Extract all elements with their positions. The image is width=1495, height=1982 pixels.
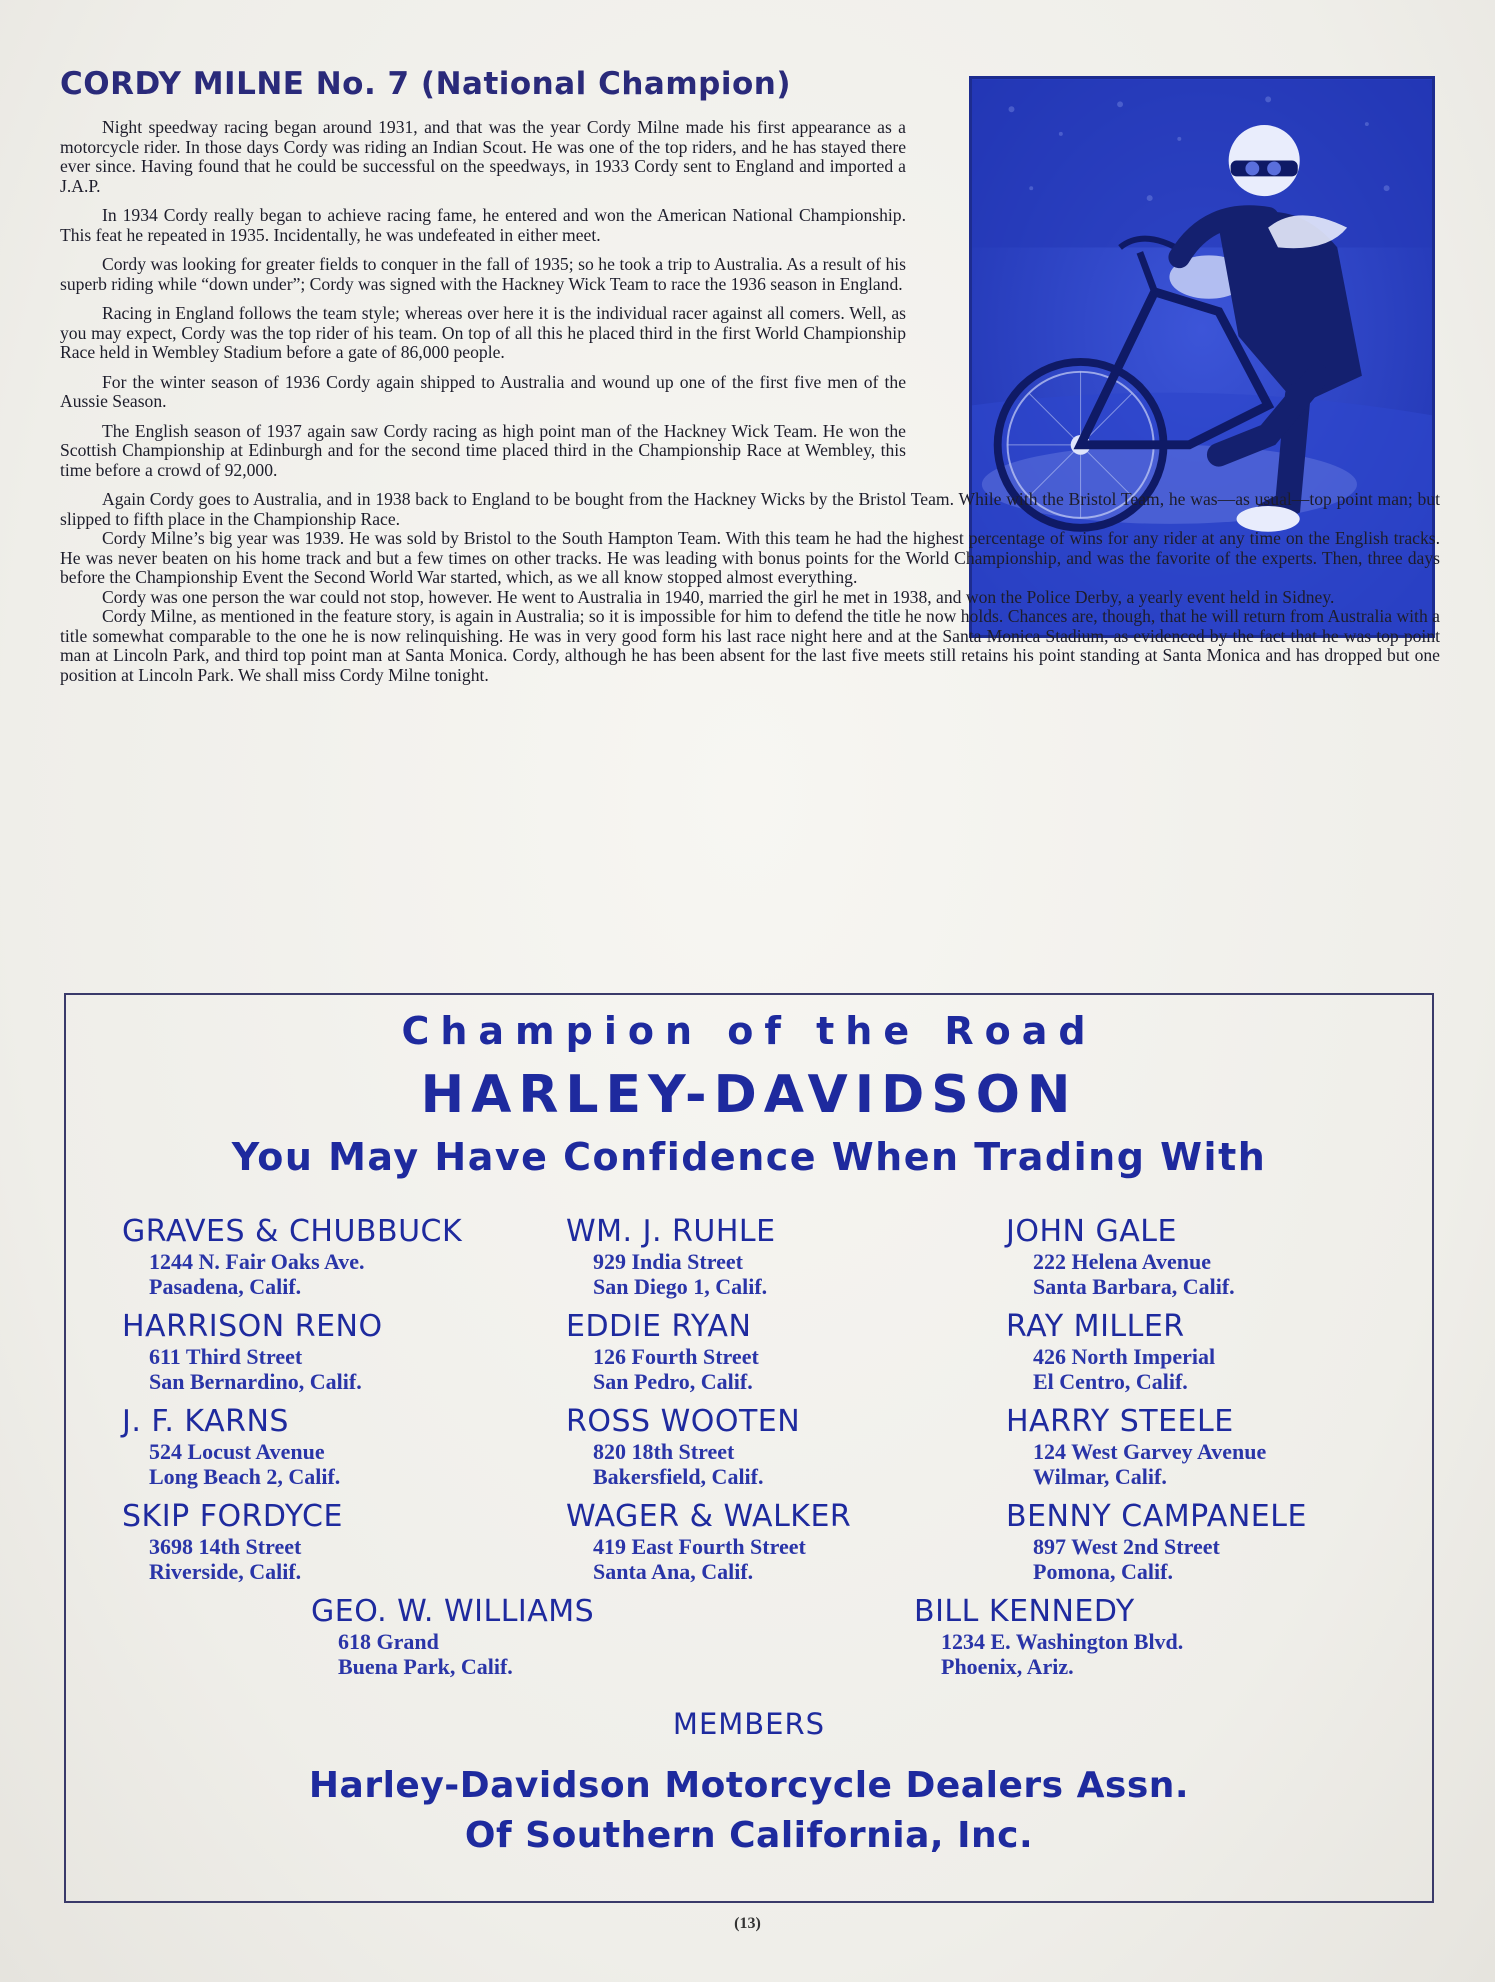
dealer-listing: [1006, 1500, 1307, 1584]
dealer-city: Bakersfield, Calif.: [593, 1464, 764, 1489]
article-paragraph: In 1934 Cordy really began to achieve racing fame, he entered and won the American National Championship. This feat he repeated in 1935. Incidentally, he was undefeated in either meet.: [60, 205, 906, 245]
dealer-name: RAY MILLER: [1006, 1309, 1185, 1344]
dealer-city: El Centro, Calif.: [1033, 1369, 1188, 1394]
dealer-name: BILL KENNEDY: [914, 1594, 1135, 1629]
members-label: MEMBERS: [672, 1707, 826, 1741]
harley-davidson-advertisement: [64, 993, 1434, 1903]
dealer-listing: [566, 1500, 851, 1584]
dealer-name: WAGER & WALKER: [566, 1499, 852, 1534]
dealer-city: Riverside, Calif.: [149, 1559, 302, 1584]
article-paragraph: Cordy was one person the war could not stop, however. He went to Australia in 1940, married the girl he met in 1938, and won the Police Derby, a yearly event held in Sidney.: [102, 586, 1335, 607]
article-paragraph: Again Cordy goes to Australia, and in 1938 back to England to be bought from the Hackney Wicks by the Bristol Team. While with the Bristol Team, he was—as usual—top point man; but slipped to fifth place in the Championship Race.: [60, 489, 1440, 529]
dealer-city: Long Beach 2, Calif.: [149, 1464, 341, 1489]
ad-subheading: You May Have Confidence When Trading With: [231, 1135, 1267, 1179]
article-paragraph: The English season of 1937 again saw Cordy racing as high point man of the Hackney Wick Team. He won the Scottish Championship at Edinburgh and for the second time placed third in the Championship Race at Wembley, this time before a crowd of 92,000.: [60, 420, 906, 480]
dealer-street: 1234 E. Washington Blvd.: [941, 1629, 1184, 1654]
dealer-listing: [914, 1595, 1183, 1679]
dealer-street: 1244 N. Fair Oaks Ave.: [149, 1249, 365, 1274]
dealer-listing: [1006, 1405, 1266, 1489]
dealer-listing: [122, 1500, 343, 1584]
article-body: [60, 118, 1440, 685]
dealer-name: GRAVES & CHUBBUCK: [122, 1214, 463, 1249]
ad-brand: HARLEY-DAVIDSON: [420, 1065, 1078, 1125]
dealer-listing: [122, 1215, 462, 1299]
dealer-street: 124 West Garvey Avenue: [1033, 1439, 1267, 1464]
dealer-city: Santa Barbara, Calif.: [1033, 1274, 1235, 1299]
dealer-name: EDDIE RYAN: [566, 1309, 752, 1344]
dealer-city: San Pedro, Calif.: [593, 1369, 753, 1394]
dealer-city: Pasadena, Calif.: [149, 1274, 302, 1299]
dealer-name: SKIP FORDYCE: [122, 1499, 343, 1534]
dealer-name: HARRY STEELE: [1006, 1404, 1234, 1439]
dealer-listing: [122, 1310, 383, 1394]
dealer-name: BENNY CAMPANELE: [1006, 1499, 1307, 1534]
dealer-listing: [566, 1310, 759, 1394]
dealer-city: Pomona, Calif.: [1033, 1559, 1173, 1584]
dealer-street: 419 East Fourth Street: [593, 1534, 806, 1559]
dealer-city: Wilmar, Calif.: [1033, 1464, 1167, 1489]
article-paragraph: For the winter season of 1936 Cordy again shipped to Australia and wound up one of the first five men of the Aussie Season.: [60, 371, 906, 411]
article-narrow-column: [60, 118, 906, 480]
article-paragraph: Night speedway racing began around 1931, and that was the year Cordy Milne made his first appearance as a motorcycle rider. In those days Cordy was riding an Indian Scout. He was one of the top riders, and he has stayed there ever since. Having found that he could be successful on the speedways, in 1933 Cordy sent to England and imported a J.A.P.: [60, 117, 906, 196]
dealer-city: San Diego 1, Calif.: [593, 1274, 768, 1299]
article-paragraph: Racing in England follows the team style; whereas over here it is the individual racer against all comers. Well, as you may expect, Cordy was the top rider of his team. On top of all this he placed third in the first World Championship Race held in Wembley Stadium before a gate of 86,000 people.: [60, 303, 906, 362]
dealer-street: 3698 14th Street: [149, 1534, 302, 1559]
ad-tagline: Champion of the Road: [401, 1009, 1097, 1053]
dealer-street: 820 18th Street: [593, 1439, 735, 1464]
dealer-street: 126 Fourth Street: [593, 1344, 759, 1369]
dealer-name: JOHN GALE: [1006, 1214, 1177, 1249]
association-line-2: Of Southern California, Inc.: [464, 1815, 1034, 1856]
dealer-street: 222 Helena Avenue: [1033, 1249, 1212, 1274]
dealer-city: Buena Park, Calif.: [338, 1654, 513, 1679]
dealer-listing: [1006, 1310, 1215, 1394]
dealer-listing: [566, 1215, 776, 1299]
dealer-street: 897 West 2nd Street: [1033, 1534, 1220, 1559]
article-paragraph: Cordy Milne, as mentioned in the feature story, is again in Australia; so it is impossible for him to defend the title he now holds. Chances are, though, that he will return from Australia with a title somewhat comparable to the one he is now relinquishing. He was in very good form his last race night here and at the Santa Monica Stadium, as evidenced by the fact that he was top point man at Lincoln Park, and third top point man at Santa Monica. Cordy, although he has been absent for the last five meets still retains his point standing at Santa Monica and has dropped but one position at Lincoln Park. We shall miss Cordy Milne tonight.: [60, 606, 1440, 685]
association-line-1: Harley-Davidson Motorcycle Dealers Assn.: [308, 1765, 1190, 1806]
dealer-listing: [1006, 1215, 1235, 1299]
article-paragraph: Cordy was looking for greater fields to conquer in the fall of 1935; so he took a trip to Australia. As a result of his superb riding while “down under”; Cordy was signed with the Hackney Wick Team to race the 1936 season in England.: [60, 254, 906, 294]
dealer-street: 929 India Street: [593, 1249, 743, 1274]
dealer-street: 611 Third Street: [149, 1344, 303, 1369]
article-paragraph: Cordy Milne’s big year was 1939. He was sold by Bristol to the South Hampton Team. With this team he had the highest percentage of wins for any rider at any time on the English tracks. He was never beaten on his home track and but a few times on other tracks. He was leading with bonus points for the World Championship, and was the favorite of the experts. Then, three days before the Championship Event the Second World War started, which, as we all know stopped almost everything.: [60, 528, 1440, 587]
dealer-street: 524 Locust Avenue: [149, 1439, 325, 1464]
dealer-name: J. F. KARNS: [122, 1404, 289, 1439]
dealer-street: 426 North Imperial: [1033, 1344, 1216, 1369]
dealer-listing: [122, 1405, 340, 1489]
dealer-city: San Bernardino, Calif.: [149, 1369, 362, 1394]
dealer-name: HARRISON RENO: [122, 1309, 383, 1344]
association-name: [66, 1761, 1432, 1861]
dealer-city: Santa Ana, Calif.: [593, 1559, 754, 1584]
article-title: CORDY MILNE No. 7 (National Champion): [60, 66, 791, 102]
dealer-name: GEO. W. WILLIAMS: [311, 1594, 595, 1629]
dealer-name: ROSS WOOTEN: [566, 1404, 801, 1439]
page-number: (13): [734, 1915, 761, 1932]
dealer-listing: [566, 1405, 800, 1489]
dealer-street: 618 Grand: [338, 1629, 439, 1654]
dealer-listing: [311, 1595, 594, 1679]
dealer-name: WM. J. RUHLE: [566, 1214, 776, 1249]
dealer-city: Phoenix, Ariz.: [941, 1654, 1074, 1679]
